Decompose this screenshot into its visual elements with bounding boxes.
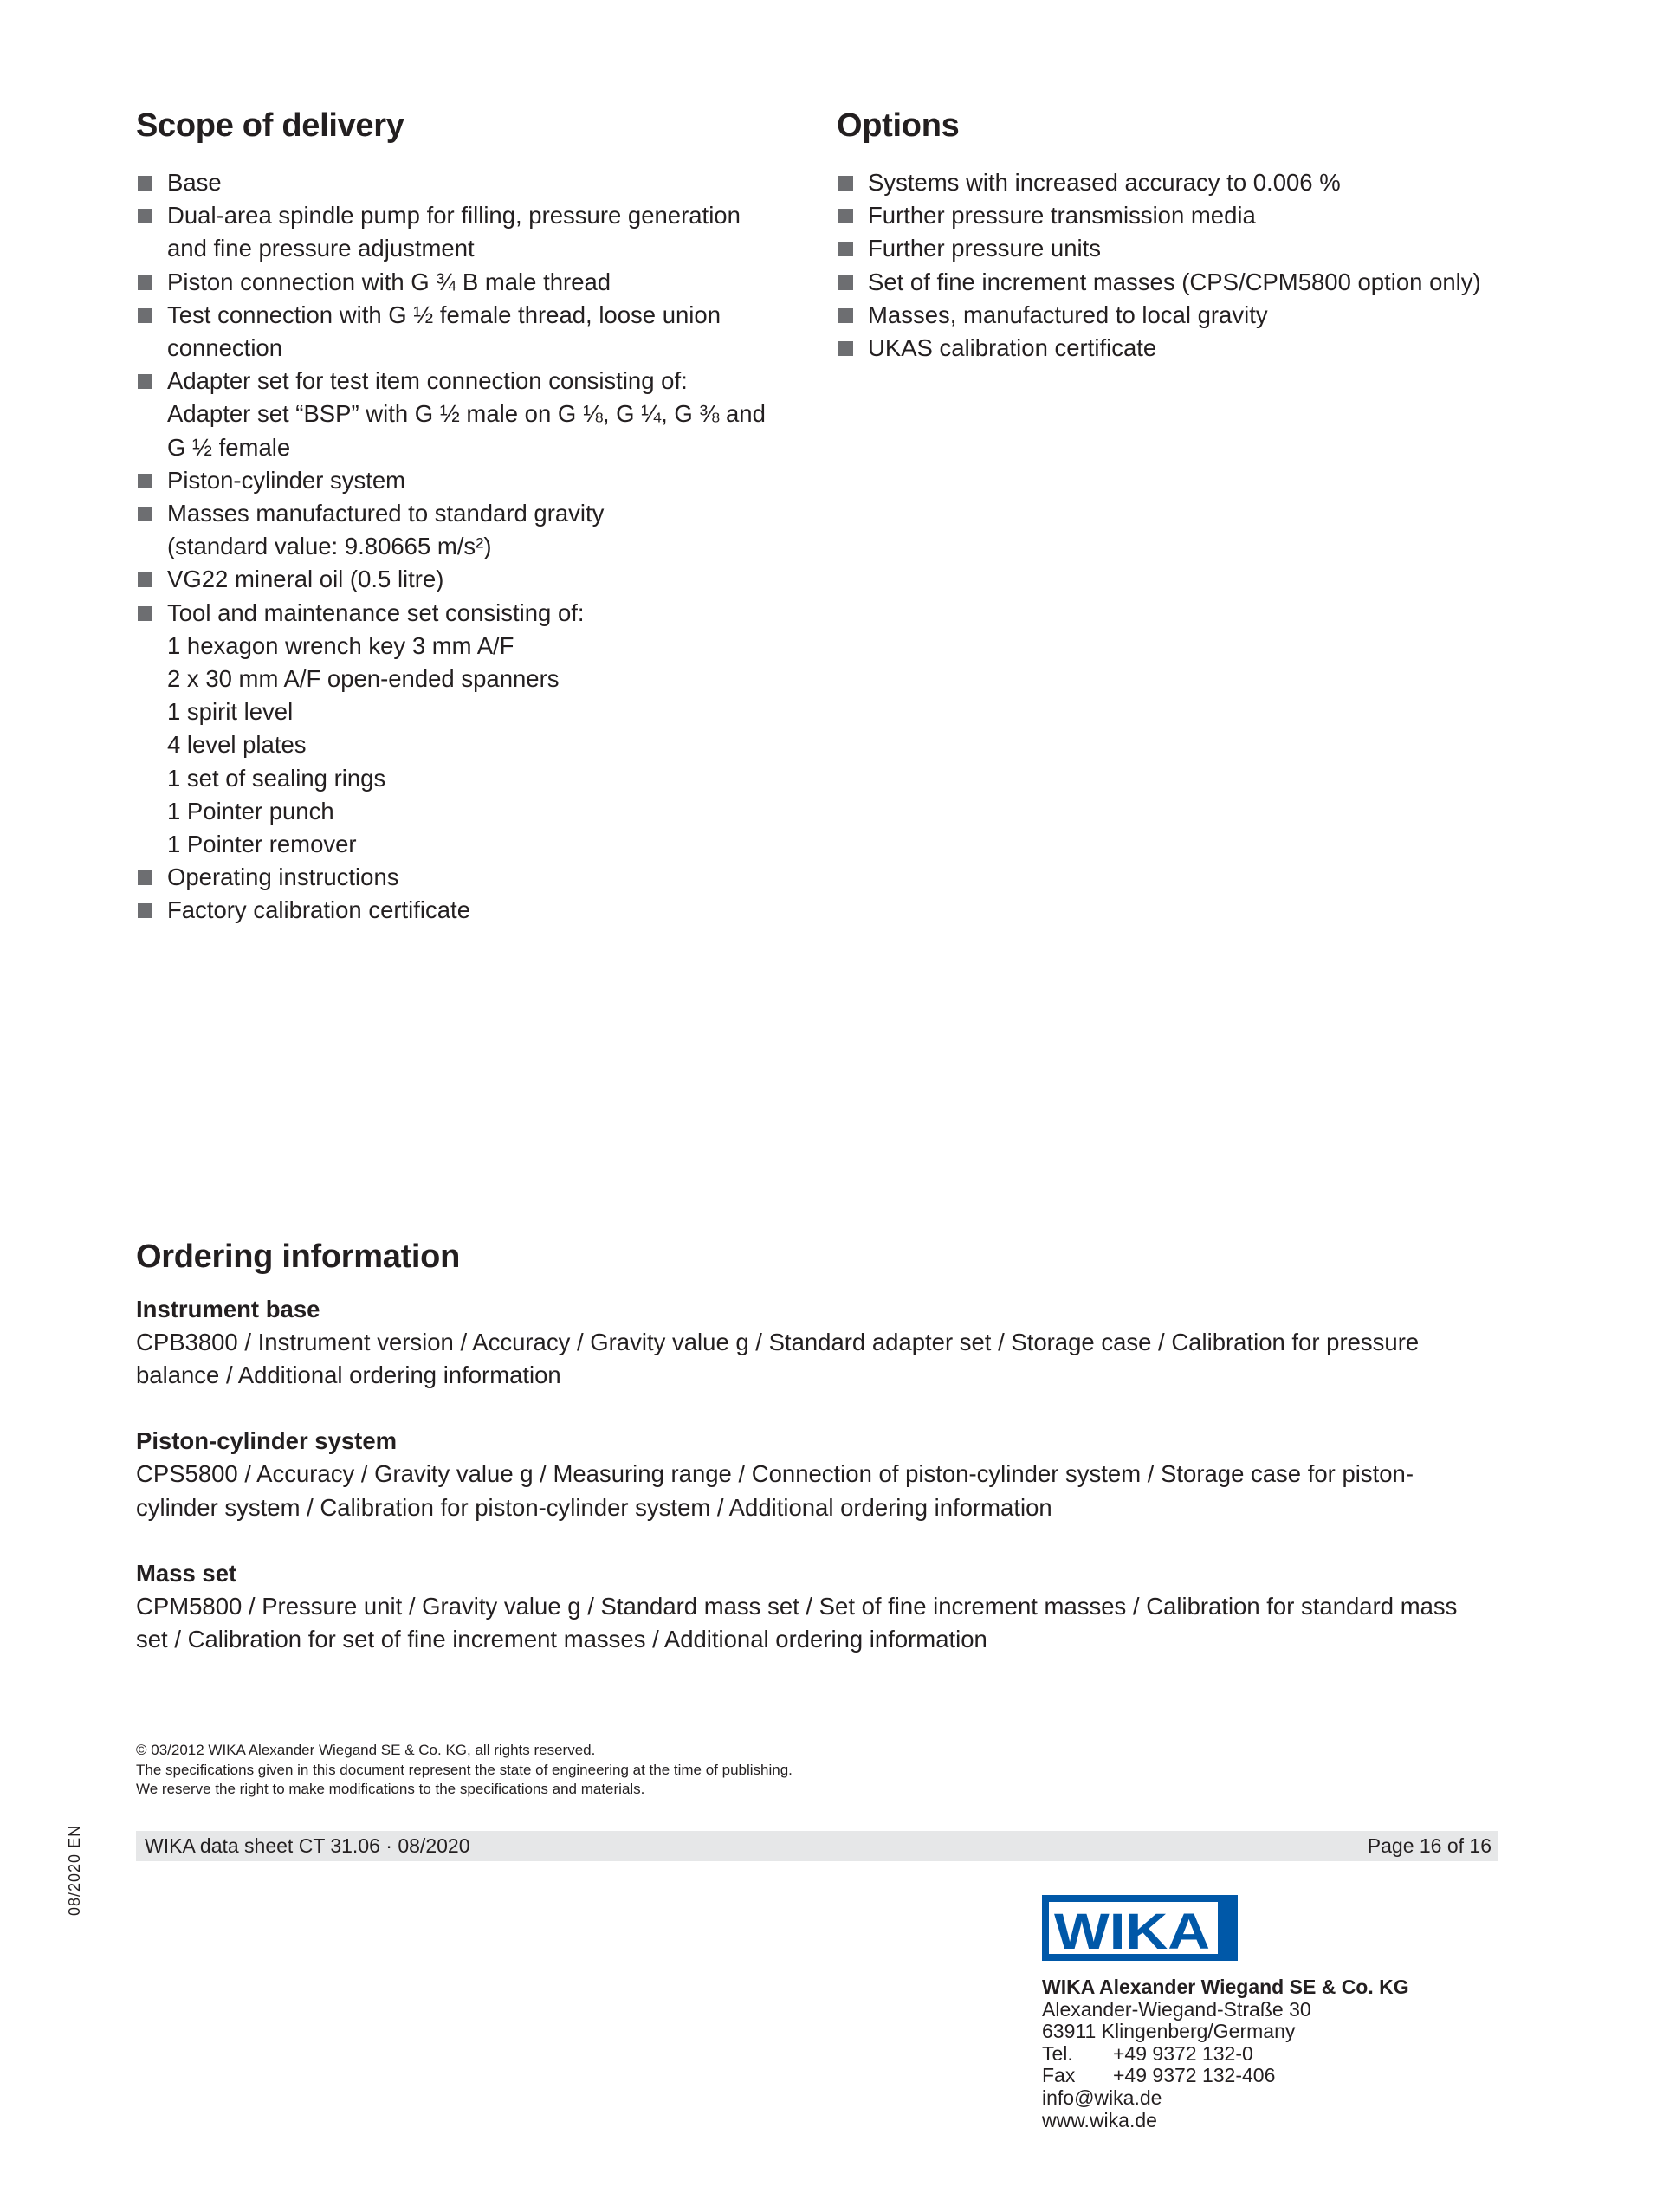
option-item: [837, 166, 1530, 199]
option-item-label: Masses, manufactured to local gravity: [868, 301, 1268, 328]
email-link[interactable]: info@wika.de: [1042, 2086, 1162, 2109]
legal-notice: [136, 1741, 793, 1800]
option-item: [837, 266, 1530, 299]
fax-label: Fax: [1042, 2064, 1076, 2087]
side-date-label: 08/2020 EN: [66, 1824, 83, 1916]
ordering-section-code: CPB3800 / Instrument version / Accuracy / Gravity value g / Standard adapter set / Storage case / Calibration for pressure balance / Additional ordering information: [136, 1329, 1420, 1389]
company-name: WIKA Alexander Wiegand SE & Co. KG: [1042, 1976, 1409, 1998]
scope-item: [136, 166, 794, 199]
scope-item: [136, 266, 794, 299]
modifications-notice: We reserve the right to make modifications to the specifications and materials.: [136, 1781, 645, 1797]
square-bullet-icon: [138, 507, 152, 521]
ordering-information: [136, 1239, 1487, 1689]
option-item-label: Further pressure units: [868, 235, 1101, 262]
square-bullet-icon: [838, 176, 853, 191]
square-bullet-icon: [138, 572, 152, 587]
square-bullet-icon: [138, 176, 152, 191]
options-heading: Options: [837, 107, 960, 144]
scope-item-line: G ½ female: [167, 433, 291, 461]
scope-item-line: Piston connection with G ¾ B male thread: [167, 268, 611, 295]
square-bullet-icon: [138, 308, 152, 323]
scope-item-line: 1 Pointer punch: [167, 797, 334, 825]
option-item: [837, 199, 1530, 232]
scope-item-line: Dual-area spindle pump for filling, pressure generation: [167, 202, 741, 230]
scope-item-line: (standard value: 9.80665 m/s²): [167, 533, 492, 560]
scope-of-delivery-heading: Scope of delivery: [136, 107, 404, 144]
scope-item-line: 4 level plates: [167, 731, 307, 759]
scope-item: [136, 464, 794, 497]
scope-item-line: 2 x 30 mm A/F open-ended spanners: [167, 665, 560, 693]
option-item: [837, 232, 1530, 265]
datasheet-reference: WIKA data sheet CT 31.06 · 08/2020: [145, 1834, 470, 1857]
square-bullet-icon: [838, 242, 853, 256]
scope-item-line: Masses manufactured to standard gravity: [167, 500, 605, 527]
scope-item: [136, 299, 794, 365]
scope-of-delivery-list: [136, 166, 794, 928]
svg-text:WIKA: WIKA: [1054, 1904, 1210, 1960]
square-bullet-icon: [138, 606, 152, 621]
square-bullet-icon: [838, 308, 853, 323]
website-link[interactable]: www.wika.de: [1042, 2108, 1157, 2131]
scope-item-line: Test connection with G ½ female thread, loose union: [167, 301, 721, 328]
ordering-section-heading: Mass set: [136, 1559, 237, 1587]
tel-label: Tel.: [1042, 2041, 1073, 2065]
scope-item: [136, 365, 794, 464]
city: 63911 Klingenberg/Germany: [1042, 2020, 1296, 2043]
option-item-label: Set of fine increment masses (CPS/CPM5800 option only): [868, 268, 1481, 295]
scope-item: [136, 894, 794, 927]
square-bullet-icon: [138, 903, 152, 918]
scope-item-line: Base: [167, 169, 222, 196]
scope-item-line: Piston-cylinder system: [167, 466, 406, 494]
scope-item-line: Adapter set for test item connection consisting of:: [167, 367, 688, 395]
scope-item: [136, 597, 794, 862]
square-bullet-icon: [138, 275, 152, 290]
scope-item: [136, 199, 794, 265]
scope-item-line: connection: [167, 334, 283, 362]
ordering-section-heading: Piston-cylinder system: [136, 1427, 398, 1455]
ordering-section-code: CPM5800 / Pressure unit / Gravity value g / Standard mass set / Set of fine increment masses / Calibration for standard mass set / Calibration for set of fine increment masses / Additional ordering information: [136, 1592, 1458, 1653]
square-bullet-icon: [138, 474, 152, 488]
scope-item-line: Operating instructions: [167, 863, 399, 891]
scope-item-line: 1 Pointer remover: [167, 831, 357, 858]
scope-item-line: Factory calibration certificate: [167, 896, 470, 924]
scope-item-line: VG22 mineral oil (0.5 litre): [167, 566, 444, 593]
company-address: [1042, 1976, 1409, 2131]
copyright-text: © 03/2012 WIKA Alexander Wiegand SE & Co. KG, all rights reserved.: [136, 1742, 596, 1758]
specifications-notice: The specifications given in this document represent the state of engineering at the time of publishing.: [136, 1761, 793, 1778]
scope-item: [136, 563, 794, 596]
street: Alexander-Wiegand-Straße 30: [1042, 1997, 1311, 2021]
scope-item-line: 1 spirit level: [167, 698, 294, 726]
option-item-label: UKAS calibration certificate: [868, 334, 1157, 362]
option-item-label: Systems with increased accuracy to 0.006 %: [868, 169, 1341, 196]
square-bullet-icon: [838, 275, 853, 290]
fax-number: +49 9372 132-406: [1113, 2064, 1276, 2087]
option-item: [837, 299, 1530, 332]
option-item-label: Further pressure transmission media: [868, 202, 1256, 230]
scope-item: [136, 861, 794, 894]
page-number: Page 16 of 16: [1367, 1834, 1492, 1857]
square-bullet-icon: [138, 374, 152, 389]
scope-item-line: and fine pressure adjustment: [167, 235, 475, 262]
square-bullet-icon: [138, 209, 152, 223]
square-bullet-icon: [138, 870, 152, 885]
scope-item-line: 1 set of sealing rings: [167, 764, 386, 792]
tel-number: +49 9372 132-0: [1113, 2041, 1253, 2065]
ordering-section-heading: Instrument base: [136, 1296, 320, 1323]
options-list: [837, 166, 1530, 365]
scope-item-line: Adapter set “BSP” with G ½ male on G ⅛, G ¼, G ⅜ and: [167, 400, 766, 428]
footer-bar: [136, 1831, 1498, 1861]
scope-item: [136, 497, 794, 563]
ordering-section-code: CPS5800 / Accuracy / Gravity value g / Measuring range / Connection of piston-cylinder system / Storage case for piston-cylinder system / Calibration for piston-cylinder system / Additional ordering information: [136, 1460, 1414, 1521]
wika-logo: [1042, 1895, 1238, 1961]
square-bullet-icon: [838, 209, 853, 223]
option-item: [837, 332, 1530, 365]
scope-item-line: Tool and maintenance set consisting of:: [167, 598, 585, 626]
square-bullet-icon: [838, 341, 853, 356]
ordering-information-heading: Ordering information: [136, 1239, 461, 1275]
scope-item-line: 1 hexagon wrench key 3 mm A/F: [167, 631, 514, 659]
